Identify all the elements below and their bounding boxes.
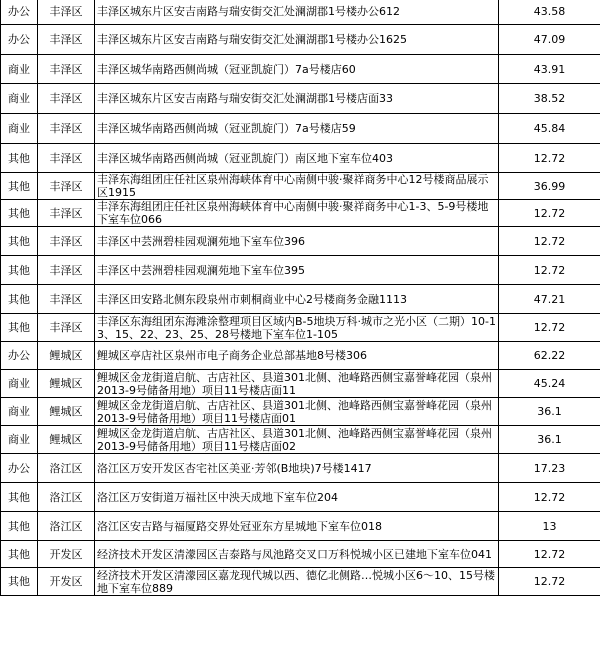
cell-type: 其他 — [1, 568, 38, 596]
cell-address: 经济技术开发区清濛园区吉泰路与凤池路交叉口万科悦城小区已建地下室车位041 — [95, 541, 499, 568]
cell-address: 丰泽区东海组团东海滩涂整理项目区域内B-5地块万科·城市之光小区（二期）10-13、15、22、23、25、28号楼地下室车位1-105 — [95, 314, 499, 342]
cell-district: 丰泽区 — [38, 227, 95, 256]
cell-area: 12.72 — [499, 256, 600, 285]
table-row — [1, 173, 600, 200]
cell-address: 洛江区安吉路与福厦路交界处冠亚东方星城地下室车位018 — [95, 512, 499, 541]
cell-address: 鲤城区金龙街道启航、古店社区、县道301北侧、池峰路西侧宝嘉誉峰花园（泉州2013-9号储备用地）项目11号楼店面11 — [95, 370, 499, 398]
cell-address: 经济技术开发区清濛园区嘉龙现代城以西、德亿北侧路…悦城小区6～10、15号楼地下室车位889 — [95, 568, 499, 596]
cell-district: 丰泽区 — [38, 0, 95, 25]
cell-type: 其他 — [1, 512, 38, 541]
cell-district: 丰泽区 — [38, 84, 95, 114]
cell-district: 鲤城区 — [38, 398, 95, 426]
table-row — [1, 483, 600, 512]
cell-type: 其他 — [1, 173, 38, 200]
cell-area: 12.72 — [499, 541, 600, 568]
cell-area: 12.72 — [499, 314, 600, 342]
cell-district: 洛江区 — [38, 483, 95, 512]
table-row — [1, 25, 600, 55]
cell-type: 办公 — [1, 25, 38, 55]
table-row — [1, 200, 600, 227]
cell-district: 丰泽区 — [38, 114, 95, 144]
cell-area: 43.58 — [499, 0, 600, 25]
cell-type: 商业 — [1, 114, 38, 144]
cell-area: 12.72 — [499, 568, 600, 596]
cell-type: 其他 — [1, 256, 38, 285]
cell-type: 商业 — [1, 84, 38, 114]
cell-area: 12.72 — [499, 144, 600, 173]
cell-district: 鲤城区 — [38, 370, 95, 398]
table-row — [1, 454, 600, 483]
cell-type: 商业 — [1, 55, 38, 84]
table-row — [1, 426, 600, 454]
table-row — [1, 285, 600, 314]
cell-address: 丰泽区城华南路西侧尚城（冠亚凯旋门）7a号楼店59 — [95, 114, 499, 144]
cell-address: 丰泽区城华南路西侧尚城（冠亚凯旋门）7a号楼店60 — [95, 55, 499, 84]
cell-address: 丰泽区城华南路西侧尚城（冠亚凯旋门）南区地下室车位403 — [95, 144, 499, 173]
cell-area: 47.09 — [499, 25, 600, 55]
cell-type: 其他 — [1, 541, 38, 568]
cell-address: 丰泽区城东片区安吉南路与瑞安街交汇处澜湖郡1号楼办公1625 — [95, 25, 499, 55]
table-row — [1, 144, 600, 173]
table-body — [1, 0, 600, 596]
cell-type: 其他 — [1, 200, 38, 227]
cell-area: 45.84 — [499, 114, 600, 144]
cell-district: 开发区 — [38, 568, 95, 596]
cell-area: 43.91 — [499, 55, 600, 84]
cell-type: 其他 — [1, 314, 38, 342]
cell-address: 鲤城区亭店社区泉州市电子商务企业总部基地8号楼306 — [95, 342, 499, 370]
table-row — [1, 55, 600, 84]
cell-district: 丰泽区 — [38, 200, 95, 227]
table-row — [1, 227, 600, 256]
cell-area: 36.1 — [499, 398, 600, 426]
cell-district: 丰泽区 — [38, 173, 95, 200]
cell-address: 丰泽区中芸洲碧桂园观澜苑地下室车位395 — [95, 256, 499, 285]
cell-address: 鲤城区金龙街道启航、古店社区、县道301北侧、池峰路西侧宝嘉誉峰花园（泉州2013-9号储备用地）项目11号楼店面02 — [95, 426, 499, 454]
table-row — [1, 114, 600, 144]
cell-address: 鲤城区金龙街道启航、古店社区、县道301北侧、池峰路西侧宝嘉誉峰花园（泉州2013-9号储备用地）项目11号楼店面01 — [95, 398, 499, 426]
table-row — [1, 0, 600, 25]
table-row — [1, 342, 600, 370]
cell-address: 丰泽区城东片区安吉南路与瑞安街交汇处澜湖郡1号楼办公612 — [95, 0, 499, 25]
cell-type: 商业 — [1, 398, 38, 426]
cell-address: 丰泽东海组团庄任社区泉州海峡体育中心南侧中骏·聚祥商务中心1-3、5-9号楼地下室车位066 — [95, 200, 499, 227]
table-row — [1, 568, 600, 596]
cell-area: 13 — [499, 512, 600, 541]
cell-district: 丰泽区 — [38, 25, 95, 55]
cell-district: 丰泽区 — [38, 144, 95, 173]
cell-type: 办公 — [1, 0, 38, 25]
table-row — [1, 314, 600, 342]
cell-district: 鲤城区 — [38, 426, 95, 454]
cell-district: 洛江区 — [38, 512, 95, 541]
cell-district: 洛江区 — [38, 454, 95, 483]
cell-area: 45.24 — [499, 370, 600, 398]
cell-area: 12.72 — [499, 200, 600, 227]
cell-type: 其他 — [1, 483, 38, 512]
table-row — [1, 256, 600, 285]
cell-address: 丰泽区中芸洲碧桂园观澜苑地下室车位396 — [95, 227, 499, 256]
cell-type: 其他 — [1, 144, 38, 173]
cell-address: 丰泽区城东片区安吉南路与瑞安街交汇处澜湖郡1号楼店面33 — [95, 84, 499, 114]
cell-district: 丰泽区 — [38, 55, 95, 84]
cell-address: 洛江区万安街道万福社区中泱天成地下室车位204 — [95, 483, 499, 512]
table-row — [1, 512, 600, 541]
cell-address: 洛江区万安开发区杏宅社区美亚·芳邻(B地块)7号楼1417 — [95, 454, 499, 483]
cell-district: 开发区 — [38, 541, 95, 568]
cell-type: 办公 — [1, 342, 38, 370]
cell-area: 36.99 — [499, 173, 600, 200]
table-row — [1, 370, 600, 398]
cell-area: 17.23 — [499, 454, 600, 483]
cell-area: 47.21 — [499, 285, 600, 314]
cell-district: 丰泽区 — [38, 256, 95, 285]
cell-type: 商业 — [1, 370, 38, 398]
cell-area: 12.72 — [499, 227, 600, 256]
cell-district: 丰泽区 — [38, 285, 95, 314]
cell-district: 鲤城区 — [38, 342, 95, 370]
cell-address: 丰泽区田安路北侧东段泉州市刺桐商业中心2号楼商务金融1113 — [95, 285, 499, 314]
cell-type: 其他 — [1, 285, 38, 314]
cell-area: 36.1 — [499, 426, 600, 454]
cell-area: 38.52 — [499, 84, 600, 114]
cell-area: 62.22 — [499, 342, 600, 370]
cell-address: 丰泽东海组团庄任社区泉州海峡体育中心南侧中骏·聚祥商务中心12号楼商品展示区1915 — [95, 173, 499, 200]
cell-area: 12.72 — [499, 483, 600, 512]
table-row — [1, 541, 600, 568]
cell-district: 丰泽区 — [38, 314, 95, 342]
cell-type: 其他 — [1, 227, 38, 256]
cell-type: 商业 — [1, 426, 38, 454]
table-row — [1, 398, 600, 426]
cell-type: 办公 — [1, 454, 38, 483]
table-row — [1, 84, 600, 114]
